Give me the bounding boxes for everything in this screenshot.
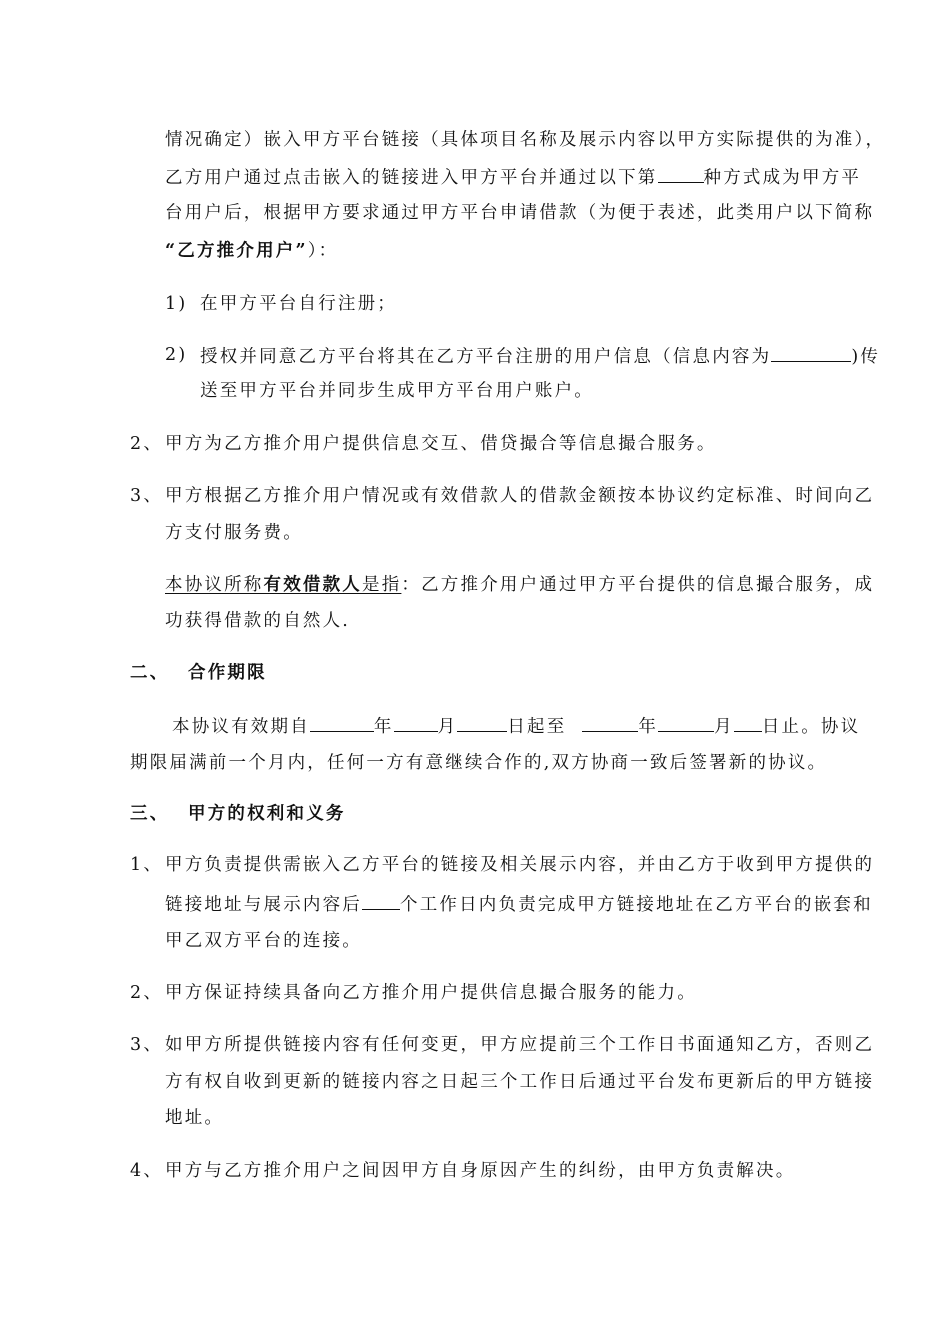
sub-item-2-text: 授权并同意乙方平台将其在乙方平台注册的用户信息（信息内容为: [200, 347, 772, 367]
s3-item-4-text: 甲方与乙方推介用户之间因甲方自身原因产生的纠纷，由甲方负责解决。: [165, 1161, 796, 1181]
intro-line-3: 台用户后，根据甲方要求通过甲方平台申请借款（为便于表述，此类用户以下简称: [165, 203, 875, 223]
s3-item-2-text: 甲方保证持续具备向乙方推介用户提供信息撮合服务的能力。: [165, 983, 697, 1003]
item-3-line-1: 甲方根据乙方推介用户情况或有效借款人的借款金额按本协议约定标准、时间向乙: [165, 486, 875, 506]
s3-item-4-number: 4、: [130, 1161, 164, 1181]
sub-item-2-tail: )传: [851, 347, 881, 367]
end-month-blank: [658, 713, 714, 732]
definition-verb: 是指: [362, 575, 402, 595]
section-3-number: 三、: [130, 804, 170, 824]
item-2-number: 2、: [130, 434, 164, 454]
intro-line-4: [165, 239, 338, 263]
method-number-blank: [658, 164, 704, 183]
definition-prefix: 本协议所称: [165, 575, 264, 595]
intro-line-2-text: 乙方用户通过点击嵌入的链接进入甲方平台并通过以下第: [165, 168, 658, 188]
term-line-1: [172, 713, 860, 739]
intro-line-1: 情况确定）嵌入甲方平台链接（具体项目名称及展示内容以甲方实际提供的为准），: [165, 130, 886, 150]
info-content-blank: [771, 343, 851, 362]
s3-item-3-line-3: 地址。: [165, 1108, 225, 1128]
s3-item-1-line-2-text: 链接地址与展示内容后: [165, 895, 362, 915]
referred-user-term: “乙方推介用户”: [165, 241, 308, 261]
start-month-blank: [394, 713, 438, 732]
s3-item-3-line-1: 如甲方所提供链接内容有任何变更，甲方应提前三个工作日书面通知乙方，否则乙: [165, 1035, 875, 1055]
s3-item-1-line-3: 甲乙双方平台的连接。: [165, 931, 362, 951]
s3-item-3-number: 3、: [130, 1035, 164, 1055]
section-2-title: 合作期限: [188, 663, 267, 683]
definition-line-2: 功获得借款的自然人.: [165, 611, 351, 631]
item-2-text: 甲方为乙方推介用户提供信息交互、借贷撮合等信息撮合服务。: [165, 434, 717, 454]
definition-lead: [165, 575, 401, 595]
intro-line-4-tail: ）：: [307, 241, 339, 261]
start-month-label: 月: [437, 717, 458, 737]
s3-item-1-number: 1、: [130, 855, 164, 875]
s3-item-1-line-1: 甲方负责提供需嵌入乙方平台的链接及相关展示内容，并由乙方于收到甲方提供的: [165, 855, 875, 875]
end-year-label: 年: [638, 717, 659, 737]
start-day-blank: [457, 713, 507, 732]
s3-item-1-line-2-tail: 个工作日内负责完成甲方链接地址在乙方平台的嵌套和: [400, 895, 873, 915]
start-year-label: 年: [373, 717, 394, 737]
sub-item-1-text: 在甲方平台自行注册；: [200, 294, 397, 314]
end-day-blank: [734, 713, 762, 732]
s3-item-2-number: 2、: [130, 983, 164, 1003]
term-line-2: 期限届满前一个月内，任何一方有意继续合作的,双方协商一致后签署新的协议。: [130, 753, 828, 773]
item-3-line-2: 方支付服务费。: [165, 523, 303, 543]
intro-line-2: [165, 164, 861, 190]
sub-item-2-number: 2): [165, 345, 188, 365]
definition-body: ：乙方推介用户通过甲方平台提供的信息撮合服务，成: [401, 575, 875, 595]
end-year-blank: [582, 713, 638, 732]
section-3-title: 甲方的权利和义务: [188, 804, 346, 824]
start-day-label: 日起至: [507, 717, 567, 737]
start-year-blank: [310, 713, 374, 732]
item-3-number: 3、: [130, 486, 164, 506]
sub-item-2-line-1: [200, 343, 880, 369]
s3-item-3-line-2: 方有权自收到更新的链接内容之日起三个工作日后通过平台发布更新后的甲方链接: [165, 1072, 875, 1092]
s3-item-1-line-2: [165, 891, 873, 917]
intro-line-2-tail: 种方式成为甲方平: [703, 168, 862, 188]
end-day-label: 日止。协议: [761, 717, 861, 737]
section-2-number: 二、: [130, 663, 170, 683]
workdays-blank: [362, 891, 400, 910]
end-month-label: 月: [714, 717, 734, 737]
sub-item-1-number: 1): [165, 294, 188, 314]
sub-item-2-line-2: 送至甲方平台并同步生成甲方平台用户账户。: [200, 381, 594, 401]
term-start-text: 本协议有效期自: [172, 717, 310, 737]
effective-borrower-term: 有效借款人: [263, 575, 362, 595]
definition-line-1: [165, 573, 874, 597]
